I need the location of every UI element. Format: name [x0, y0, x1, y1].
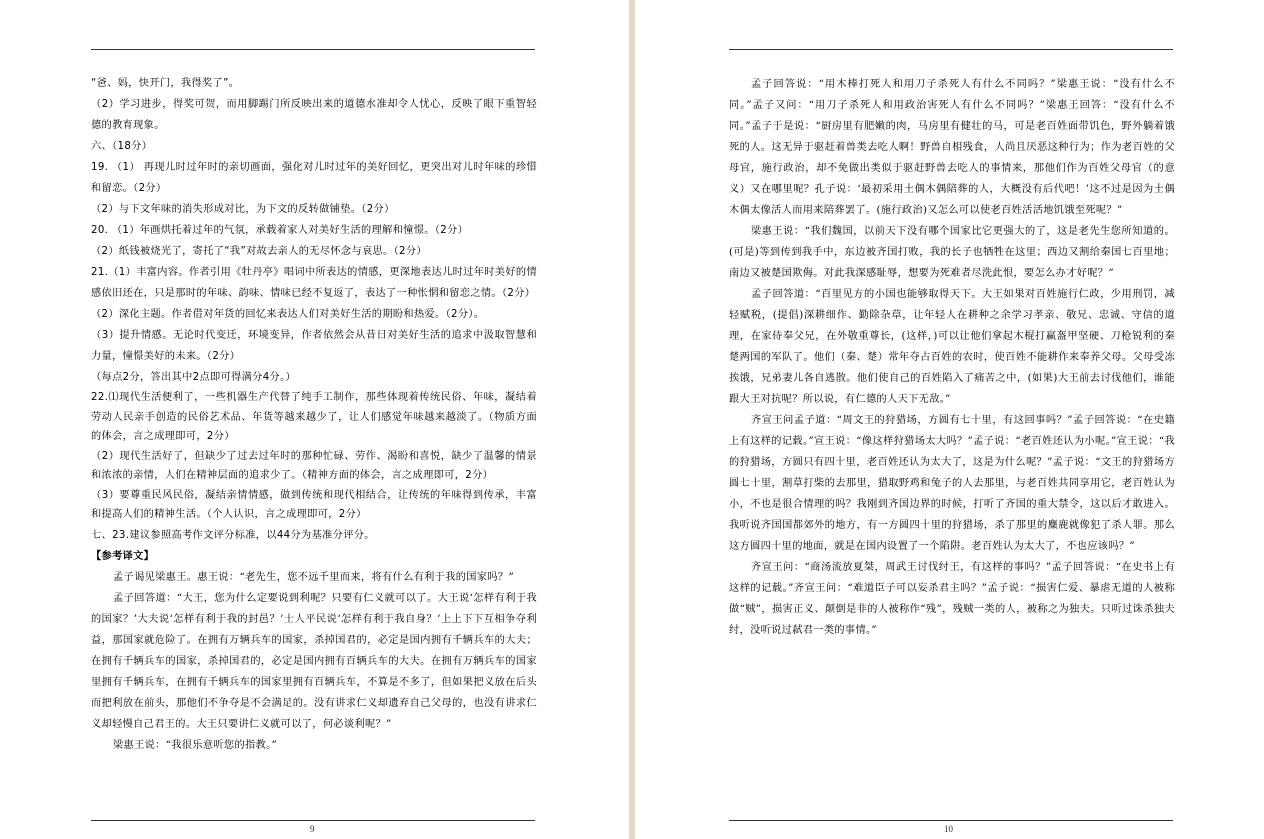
- answer-item: 22.⑴现代生活便利了，一些机器生产代替了纯手工制作，那些体现着传统民俗、年味，凝结着劳动人民亲手创造的民俗艺术品、年货等越来越少了，让人们感觉年味越来越淡了。（物质方面的体会，言之成理即可，2分）: [91, 392, 537, 442]
- translation-paragraph: 齐宣王问：“商汤流放夏桀，周武王讨伐纣王，有这样的事吗？”孟子回答说：“在史书上有这样的记载。”齐宣王问：“难道臣子可以妄杀君主吗？”孟子说：“损害仁爱、暴虐无道的人被称做“贼”，损害正义、颠倒是非的人被称作“残”，残贼一类的人，被称之为独夫。只听过诛杀独夫纣，没听说过弑君一类的事情。”: [729, 562, 1175, 636]
- translation-paragraph: 孟子回答说：“用木棒打死人和用刀子杀死人有什么不同吗？”梁惠王说：“没有什么不同。”孟子又问：“用刀子杀死人和用政治害死人有什么不同吗？”梁惠王回答：“没有什么不同。”孟子于是说：“厨房里有肥嫩的肉，马房里有健壮的马，可是老百姓面带饥色，野外躺着饿死的人。这无异于驱赶着兽类去吃人啊！野兽自相残食，人尚且厌恶这种行为；作为老百姓的父母官，施行政治，却不免做出类似于驱赶野兽去吃人的事情来，那他们作为百姓父母官（的意义）又在哪里呢？孔子说：‘最初采用土偶木偶陪葬的人，大概没有后代吧！’这不过是因为土偶木偶太像活人而用来陪葬罢了。(施行政治)又怎么可以使老百姓活活地饥饿至死呢？”: [729, 79, 1175, 216]
- header-rule: [729, 49, 1173, 50]
- page-content: [729, 74, 1175, 641]
- translation-paragraph: 梁惠王说：“我很乐意听您的指教。”: [113, 739, 278, 751]
- paragraph: “爸、妈，快开门，我得奖了”。: [91, 78, 240, 89]
- translation-paragraph: 齐宣王问孟子道：“周文王的狩猎场，方圆有七十里，有这回事吗？”孟子回答说：“在史籍上有这样的记载。”宣王说：“像这样狩猎场太大吗？”孟子说：“老百姓还认为小呢。”宣王说：“我的狩猎场，方圆只有四十里，老百姓还认为太大了，这是为什么呢？”孟子说：“文王的狩猎场方圆七十里，割草打柴的去那里，猎取野鸡和兔子的人去那里，与老百姓共同享用它，老百姓认为小，不也是很合情理的吗？我刚到齐国边界的时候，打听了齐国的重大禁令，这以后才敢进入。我听说齐国国都郊外的地方，有一方圆四十里的狩猎场，杀了那里的麋鹿就像犯了杀人罪。那么这方圆四十里的地面，就是在国内设置了一个陷阱。老百姓认为太大了，不也应该吗？”: [729, 415, 1175, 552]
- page-number: 9: [310, 824, 315, 834]
- page-content: [91, 73, 537, 756]
- page-left: [0, 0, 629, 839]
- answer-item: （2）深化主题。作者借对年货的回忆来表达人们对美好生活的期盼和热爱。（2分）。: [91, 309, 485, 320]
- answer-item: 20. （1）年画烘托着过年的气氛，承载着家人对美好生活的理解和憧憬。（2分）: [91, 225, 469, 236]
- footer-rule: [91, 820, 535, 821]
- footer-rule: [729, 820, 1173, 821]
- answer-item: （3）提升情感。无论时代变迁，环境变异，作者依然会从昔日对美好生活的追求中汲取智慧和力量，憧憬美好的未来。（2分）: [91, 330, 537, 362]
- section-heading: 六、（18分）: [91, 141, 153, 152]
- section-heading: 七、23.建议参照高考作文评分标准，以44分为基准分评分。: [91, 529, 375, 541]
- translation-heading: 【参考译文】: [91, 550, 155, 562]
- answer-item: （2）纸钱被烧光了，寄托了“我”对故去亲人的无尽怀念与哀思。（2分）: [91, 246, 427, 257]
- translation-paragraph: 孟子回答道：“百里见方的小国也能够取得天下。大王如果对百姓施行仁政，少用刑罚，减轻赋税，(提倡)深耕细作、勤除杂草，让年轻人在耕种之余学习孝亲、敬兄、忠诚、守信的道理，在家侍奉父兄，在外敬重尊长，(这样，)可以让他们拿起木棍打赢盔甲坚硬、刀枪锐利的秦楚两国的军队了。他们（秦、楚）常年夺占百姓的农时，使百姓不能耕作来奉养父母。父母受冻挨饿，兄弟妻儿各自逃散。他们使自己的百姓陷入了痛苦之中，(如果)大王前去讨伐他们，谁能跟大王对抗呢？所以说，有仁德的人天下无敌。”: [729, 289, 1175, 405]
- translation-paragraph: 孟子回答道：“大王，您为什么定要说到利呢？只要有仁义就可以了。大王说‘怎样有利于我的国家？’大夫说‘怎样有利于我的封邑？’士人平民说‘怎样有利于我自身？’上上下下互相争夺利益，那国家就危险了。在拥有万辆兵车的国家，杀掉国君的，必定是国内拥有千辆兵车的大夫；在拥有千辆兵车的国家，杀掉国君的，必定是国内拥有百辆兵车的大夫。在拥有万辆兵车的国家里拥有千辆兵车，在拥有千辆兵车的国家里拥有百辆兵车，不算是不多了，但如果把义放在后头而把利放在前头，那他们不争夺是不会满足的。没有讲求仁义却遗弃自己父母的，也没有讲求仁义却轻慢自己君王的。大王只要讲仁义就可以了，何必谈利呢？”: [91, 592, 537, 730]
- answer-item: （3）要尊重民风民俗，凝结亲情情感，做到传统和现代相结合，让传统的年味得到传承，丰富和提高人们的精神生活。（个人认识，言之成理即可，2分）: [91, 489, 537, 520]
- translation-paragraph: 梁惠王说：“我们魏国，以前天下没有哪个国家比它更强大的了，这是老先生您所知道的。(可是)等到传到我手中，东边被齐国打败，我的长子也牺牲在这里；西边又割给秦国七百里地；南边又被楚国欺侮。对此我深感耻辱，想要为死难者尽洗此恨，要怎么办才好呢？”: [729, 226, 1175, 279]
- answer-item: （2）现代生活好了，但缺少了过去过年时的那种忙碌、劳作、渴盼和喜悦，缺少了温馨的情景和浓浓的亲情，人们在精神层面的追求少了。（精神方面的体会，言之成理即可，2分）: [91, 450, 537, 481]
- paragraph: （2）学习进步，得奖可贺，而用脚踢门所反映出来的道德水准却令人忧心，反映了眼下重智轻德的教育现象。: [91, 99, 537, 131]
- page-right: [635, 0, 1264, 839]
- scoring-note: （每点2分，答出其中2点即可得满分4分。）: [91, 372, 297, 383]
- answer-item: （2）与下文年味的消失形成对比，为下文的反转做铺垫。（2分）: [91, 204, 395, 215]
- header-rule: [91, 49, 535, 50]
- page-number: 10: [944, 824, 953, 834]
- answer-item: 19. （1） 再现儿时过年时的亲切画面，强化对儿时过年的美好回忆，更突出对儿时年味的珍惜和留恋。（2分）: [91, 162, 537, 194]
- answer-item: 21.（1）丰富内容。作者引用《牡丹亭》唱词中所表达的情感，更深地表达儿时过年时美好的情感依旧还在，只是那时的年味、韵味、情味已经不复返了，表达了一种怅惘和留恋之情。（2分）: [91, 267, 537, 299]
- translation-paragraph: 孟子谒见梁惠王。惠王说：“老先生，您不远千里而来，将有什么有利于我的国家吗？”: [113, 571, 514, 583]
